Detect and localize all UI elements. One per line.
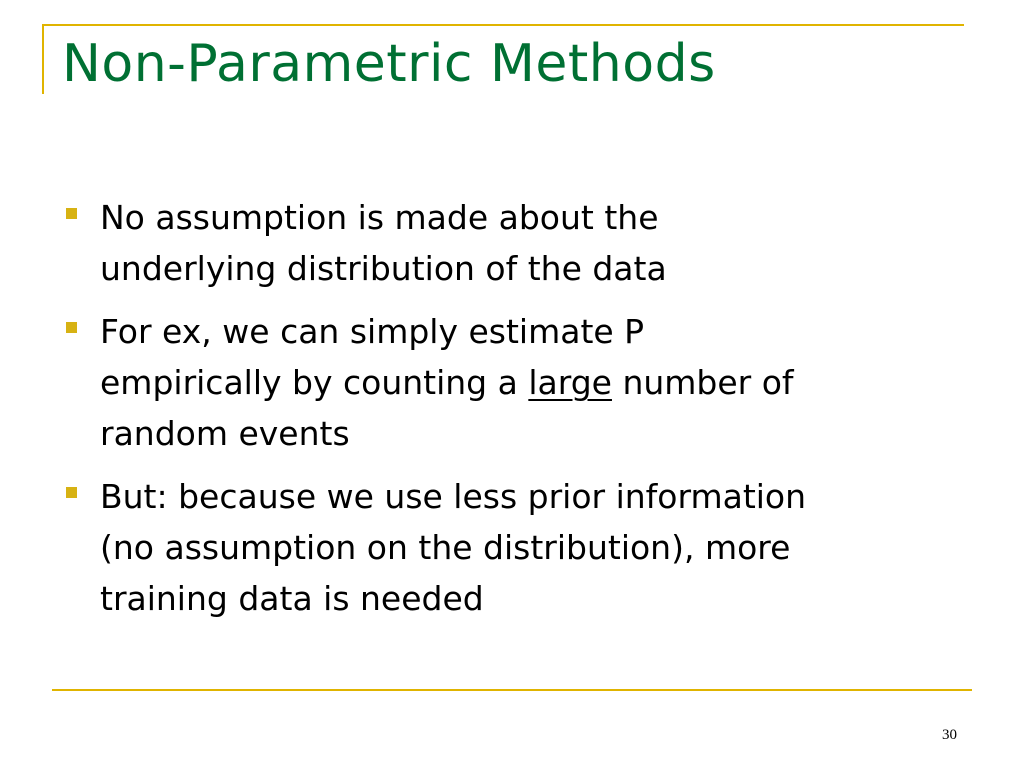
bullet-line <box>100 357 962 408</box>
bullet-line: training data is needed <box>100 579 484 618</box>
bullet-list <box>62 192 962 636</box>
bullet-marker <box>66 322 77 333</box>
page-number: 30 <box>942 727 957 743</box>
top-rule <box>42 24 964 26</box>
slide-title: Non-Parametric Methods <box>62 34 716 94</box>
bullet-line: underlying distribution of the data <box>100 249 667 288</box>
bullet-item <box>62 192 962 294</box>
bullet-line: For ex, we can simply estimate P <box>100 312 645 351</box>
bullet-item <box>62 306 962 459</box>
bullet-text-run: number of <box>611 363 794 402</box>
bottom-rule <box>52 689 972 691</box>
bullet-item <box>62 471 962 624</box>
bullet-line: No assumption is made about the <box>100 198 659 237</box>
bullet-marker <box>66 487 77 498</box>
emphasized-text: large <box>528 363 612 402</box>
left-rule <box>42 24 44 94</box>
bullet-line: random events <box>100 414 350 453</box>
bullet-text-run: empirically by counting a <box>100 363 529 402</box>
bullet-marker <box>66 208 77 219</box>
bullet-line: But: because we use less prior information <box>100 477 807 516</box>
bullet-line: (no assumption on the distribution), more <box>100 528 791 567</box>
